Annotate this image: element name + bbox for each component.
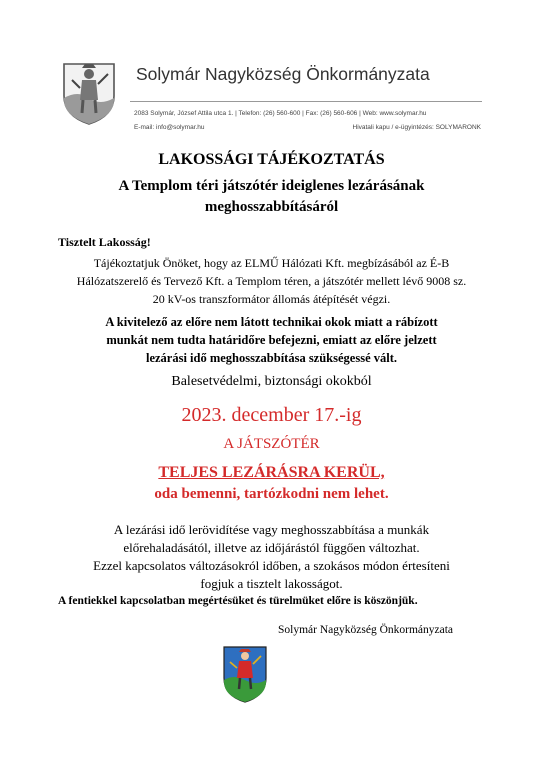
paragraph-line: A kivitelező az előre nem látott technikai okok miatt a rábízott [105,315,438,329]
thanks-text: A fentiekkel kapcsolatban megértésüket és türelmüket előre is köszönjük. [58,595,418,607]
header-divider [130,101,482,102]
coat-of-arms-icon [222,644,268,704]
entry-forbidden: oda bemenni, tartózkodni nem lehet. [154,486,389,502]
contact-line-secondary [134,124,481,131]
change-paragraph [0,521,543,593]
office-text: Hivatali kapu / e-ügyintézés: SOLYMARONK [352,124,481,131]
paragraph-line: lezárási idő meghosszabbítása szükségessé vált. [145,351,398,365]
salutation: Tisztelt Lakosság! [58,235,151,249]
notice-subtitle [0,176,543,218]
paragraph-line: munkát nem tudta határidőre befejezni, emiatt az előre jelzett [106,333,437,347]
subtitle-line: meghosszabbításáról [204,199,339,215]
paragraph-line: Tájékoztatjuk Önöket, hogy az ELMŰ Hálózati Kft. megbízásából az É-B [93,256,450,270]
paragraph-line: előrehaladásától, illetve az időjárástól függően változhat. [123,540,420,555]
playground-label: A JÁTSZÓTÉR [223,436,320,452]
organization-name: Solymár Nagyközség Önkormányzata [136,64,430,84]
notice-title: LAKOSSÁGI TÁJÉKOZTATÁS [158,151,385,168]
subtitle-line: A Templom téri játszótér ideiglenes lezárásának [118,178,425,194]
safety-reason: Balesetvédelmi, biztonsági okokból [171,374,372,389]
paragraph-line: A lezárási idő lerövidítése vagy meghosszabbítása a munkák [113,522,430,537]
paragraph-line: 20 kV-os transzformátor állomás átépítését végzi. [152,292,391,306]
paragraph-line: fogjuk a tisztelt lakosságot. [200,576,343,591]
municipal-logo-icon [60,58,118,126]
signature: Solymár Nagyközség Önkormányzata [278,624,454,636]
delay-paragraph [0,313,543,367]
contact-line: 2083 Solymár, József Attila utca 1. | Telefon: (26) 560-600 | Fax: (26) 560-606 | Web: www.solymar.hu [134,110,427,117]
paragraph-line: Hálózatszerelő és Tervező Kft. a Templom téren, a játszótér mellett lévő 9008 sz. [76,274,467,288]
email-text: E-mail: info@solymar.hu [134,124,205,131]
paragraph-line: Ezzel kapcsolatos változásokról időben, a szokásos módon értesíteni [93,558,450,573]
closure-statement: TELJES LEZÁRÁSRA KERÜL, [158,464,385,481]
closure-date: 2023. december 17.-ig [181,404,362,426]
intro-paragraph [0,254,543,308]
